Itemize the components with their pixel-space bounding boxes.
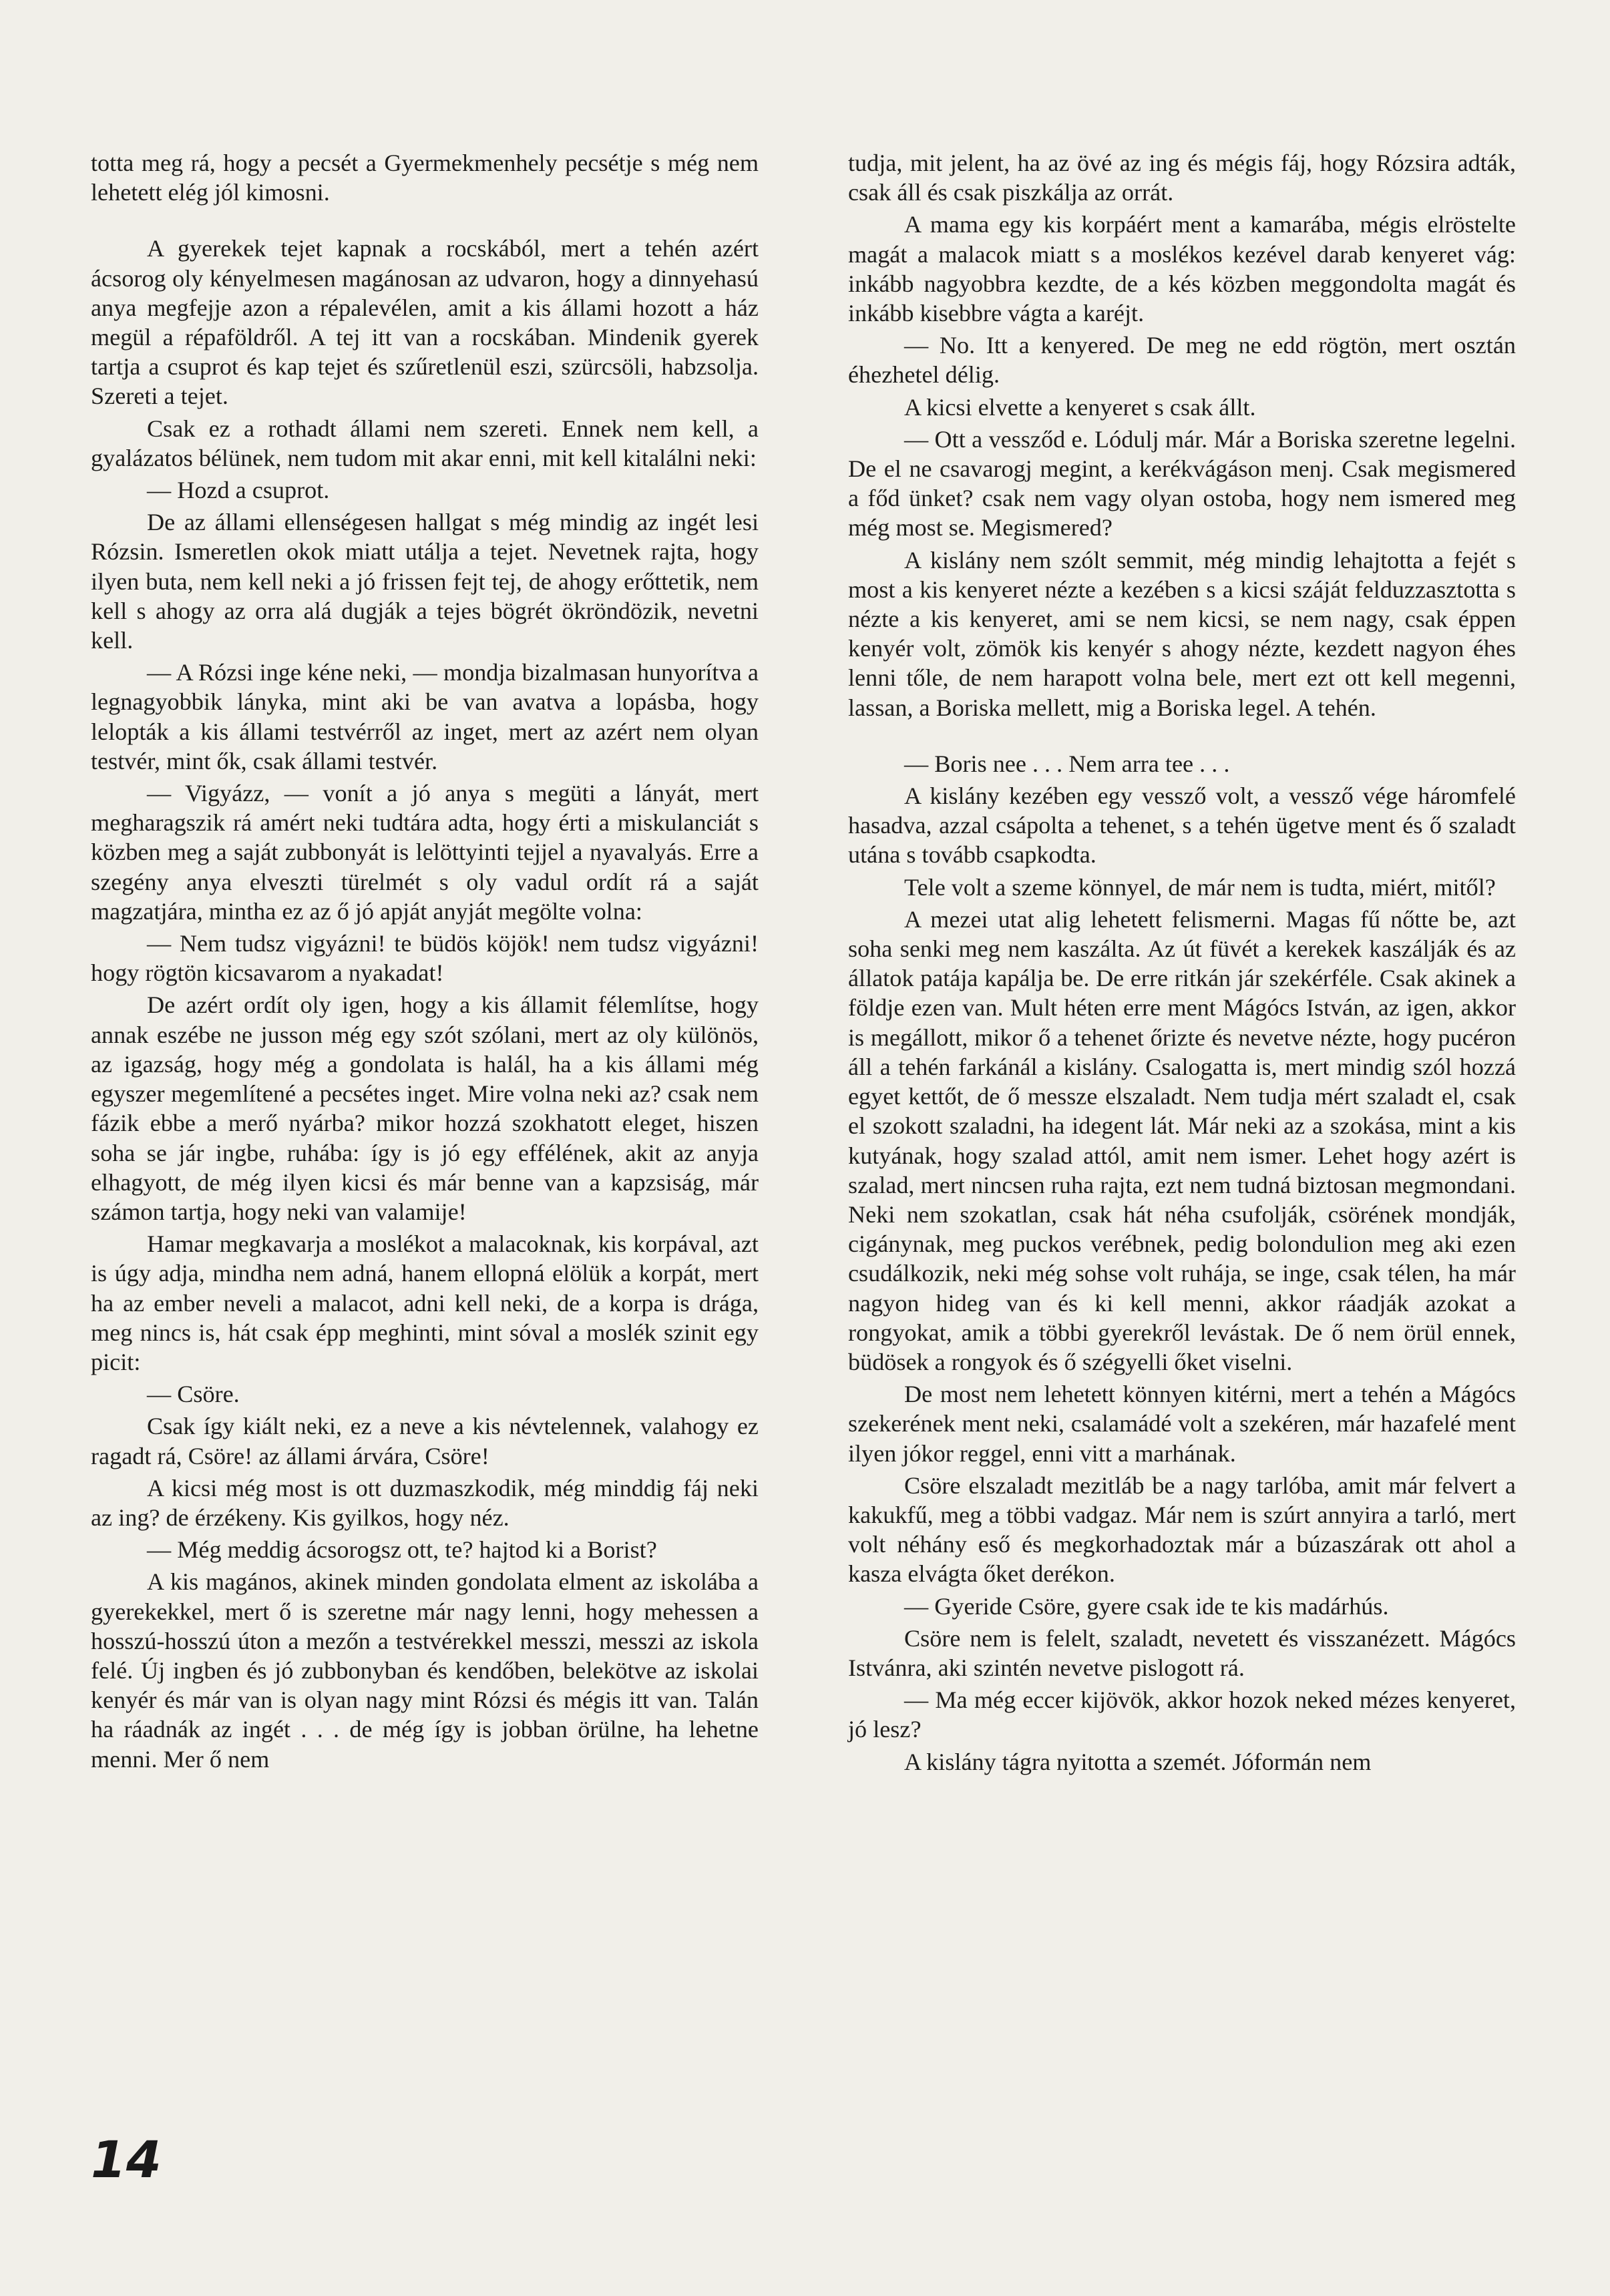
paragraph: A mezei utat alig lehetett felismerni. Magas fű nőtte be, azt soha senki meg nem kaszálta. Az út füvét a kerekek kaszálják és az állatok patája kapálja be. De erre ritkán jár szekérféle. Csak akinek a földje ezen van. Mult héten erre ment Mágócs István, az igen, akkor is megállott, mikor ő a tehenet őrizte és nevetve nézte, hogy pucéron áll a tehén farkánál a kislány. Csalogatta is, mert mindig szól hozzá egyet kettőt, de ő messze elszaladt. Nem tudja mért szaladt el, csak el szokott szaladni, ha idegent lát. Már neki az a szokása, mint a kis kutyának, hogy szalad attól, amit nem ismer. Lehet hogy azért is szalad, mert nincsen ruha rajta, ezt nem tudná biztosan megmondani. Neki nem szokatlan, csak hát néha csufolják, csörének mondják, cigánynak, meg puckos verébnek, pedig bolondulion meg aki ezen csudálkozik, neki még sohse volt ruhája, se inge, csak télen, ha már nagyon hideg van és ki kell menni, akkor ráadják azokat a rongyokat, amik a többi gyerekről levástak. De ő nem örül ennek, büdösek a rongyok és ő szégyelli őket viselni. xyxy=(848,905,1516,1375)
paragraph: — Még meddig ácsorogsz ott, te? hajtod ki a Borist? xyxy=(147,1536,657,1564)
paragraph: Tele volt a szeme könnyel, de már nem is tudta, miért, mitől? xyxy=(904,873,1496,901)
left-column xyxy=(91,148,759,1777)
paragraph: — Hozd a csuprot. xyxy=(147,477,330,504)
paragraph: — No. Itt a kenyered. De meg ne edd rögtön, mert osztán éhezhetel délig. xyxy=(848,332,1516,389)
paragraph: Csöre elszaladt mezitláb be a nagy tarlóba, amit már felvert a kakukfű, meg a többi vadgaz. Már nem is szúrt annyira a tarló, mert volt néhány eső és megkorhadoztak már a búzaszárak ott ahol a kasza elvágta őket derékon. xyxy=(848,1471,1516,1588)
paragraph: A kis magános, akinek minden gondolata elment az iskolába a gyerekekkel, mert ő is szeretne már nagy lenni, hogy mehessen a hosszú-hosszú úton a mezőn a testvérekkel messzi, messzi az iskola felé. Új ingben és jó zubbonyban és kendőben, belekötve az iskolai kenyér és már van is olyan nagy mint Rózsi és mégis itt van. Talán ha ráadnák az ingét . . . de még így is jobban örülne, ha lehetne menni. Mer ő nem xyxy=(91,1568,759,1773)
paragraph: A mama egy kis korpáért ment a kamarába, mégis elröstelte magát a malacok miatt s a moslékos kezével darab kenyeret vág: inkább nagyobbra kezdte, de a kés közben meggondolta magát és inkább kisebbre vágta a karéjt. xyxy=(848,211,1516,327)
paragraph: — Nem tudsz vigyázni! te büdös köjök! nem tudsz vigyázni! hogy rögtön kicsavarom a nyakadat! xyxy=(91,930,759,987)
paragraph: Hamar megkavarja a moslékot a malacoknak, kis korpával, azt is úgy adja, mindha nem adná, hanem ellopná elölük a korpát, mert ha az ember neveli a malacot, adni kell neki, de a korpa is drága, meg nincs is, hát csak épp meghinti, mint sóval a moslék szinit egy picit: xyxy=(91,1230,759,1375)
paragraph: De azért ordít oly igen, hogy a kis államit félemlítse, hogy annak eszébe ne jusson még egy szót szólani, mert az oly különös, az igazság, hogy még a gondolata is halál, ha a kis állami még egyszer megemlítené a pecsétes inget. Mire volna neki az? csak nem fázik ebbe a merő nyárba? mikor hozzá szokhatott eleget, hiszen soha se jár ingbe, ruhába: így is jó egy effélének, akit az anyja elhagyott, de még ilyen kicsi és már benne van a kapzsiság, már számon tartja, hogy neki van valamije! xyxy=(91,991,759,1225)
paragraph: totta meg rá, hogy a pecsét a Gyermekmenhely pecsétje s még nem lehetett elég jól kimosni. xyxy=(91,150,759,206)
paragraph: — Ott a vessződ e. Lódulj már. Már a Boriska szeretne legelni. De el ne csavarogj megint, a kerékvágáson menj. Csak megismered a főd ünket? csak nem vagy olyan ostoba, hogy nem ismered meg még most se. Megismered? xyxy=(848,425,1516,541)
paragraph: A gyerekek tejet kapnak a rocskából, mert a tehén azért ácsorog oly kényelmesen magánosan az udvaron, hogy a dinnyehasú anya megfejje azon a répalevélen, amit a kis állami hozott a ház megül a répaföldről. A tej itt van a rocskában. Mindenik gyerek tartja a csuprot és kap tejet és szűretlenül eszi, szürcsöli, habzsolja. Szereti a tejet. xyxy=(91,235,759,410)
right-column xyxy=(848,148,1516,1779)
paragraph: De most nem lehetett könnyen kitérni, mert a tehén a Mágócs szekerének ment neki, csalamádé volt a szekéren, már hazafelé ment ilyen jókor reggel, enni vitt a marhának. xyxy=(848,1381,1516,1467)
paragraph: A kislány tágra nyitotta a szemét. Jóformán nem xyxy=(904,1748,1372,1775)
paragraph: A kicsi még most is ott duzmaszkodik, még minddig fáj neki az ing? de érzékeny. Kis gyilkos, hogy néz. xyxy=(91,1474,759,1531)
paragraph: Csak ez a rothadt állami nem szereti. Ennek nem kell, a gyalázatos bélünek, nem tudom mit akar enni, mit kell kitalálni neki: xyxy=(91,415,759,471)
paragraph: A kislány kezében egy vessző volt, a vessző vége háromfelé hasadva, azzal csápolta a tehenet, s a tehén ügetve ment és ő szaladt utána s tovább csapkodta. xyxy=(848,782,1516,869)
paragraph: tudja, mit jelent, ha az övé az ing és mégis fáj, hogy Rózsira adták, csak áll és csak piszkálja az orrát. xyxy=(848,150,1516,206)
paragraph: — Ma még eccer kijövök, akkor hozok neked mézes kenyeret, jó lesz? xyxy=(848,1686,1516,1743)
paragraph: Csak így kiált neki, ez a neve a kis névtelennek, valahogy ez ragadt rá, Csöre! az állami árvára, Csöre! xyxy=(91,1413,759,1469)
paragraph: — Csöre. xyxy=(147,1381,240,1408)
paragraph: Csöre nem is felelt, szaladt, nevetett és visszanézett. Mágócs Istvánra, aki szintén nevetve pislogott rá. xyxy=(848,1624,1516,1681)
paragraph: — Boris nee . . . Nem arra tee . . . xyxy=(904,750,1230,777)
paragraph: De az állami ellenségesen hallgat s még mindig az ingét lesi Rózsin. Ismeretlen okok miatt utálja a tejet. Nevetnek rajta, hogy ilyen buta, nem kell neki a jó frissen fejt tej, de ahogy erőttetik, nem kell s ahogy az orra alá dugják a tejes bögrét ökröndözik, nevetni kell. xyxy=(91,509,759,654)
paragraph: — Vigyázz, — vonít a jó anya s megüti a lányát, mert megharagszik rá amért neki tudtára adta, hogy érti a miskulanciát s közben meg a saját zubbonyát is lelöttyinti tejjel a nyavalyás. Erre a szegény anya elveszti türelmét s oly vadul ordít rá a saját magzatjára, mintha ez az ő jó apját anyját megölte volna: xyxy=(91,780,759,925)
page-number: 14 xyxy=(91,2130,162,2189)
paragraph: A kislány nem szólt semmit, még mindig lehajtotta a fejét s most a kis kenyeret nézte a kezében s a kicsi száját felduzzasztotta s nézte a kis kenyeret, ami se nem kicsi, se nem nagy, csak éppen kenyér volt, zömök kis kenyér s ahogy nézte, kezdett nagyon éhes lenni tőle, de nem harapott volna bele, mert ezt ott kell megenni, lassan, a Boriska mellett, mig a Boriska legel. A tehén. xyxy=(848,546,1516,721)
paragraph: — A Rózsi inge kéne neki, — mondja bizalmasan hunyorítva a legnagyobbik lányka, mint aki be van avatva a lopásba, hogy lelopták a kis állami testvérről az inget, mert az azért nem olyan testvér, mint ők, csak állami testvér. xyxy=(91,659,759,774)
paragraph: A kicsi elvette a kenyeret s csak állt. xyxy=(904,393,1256,421)
paragraph: — Gyeride Csöre, gyere csak ide te kis madárhús. xyxy=(904,1592,1389,1620)
